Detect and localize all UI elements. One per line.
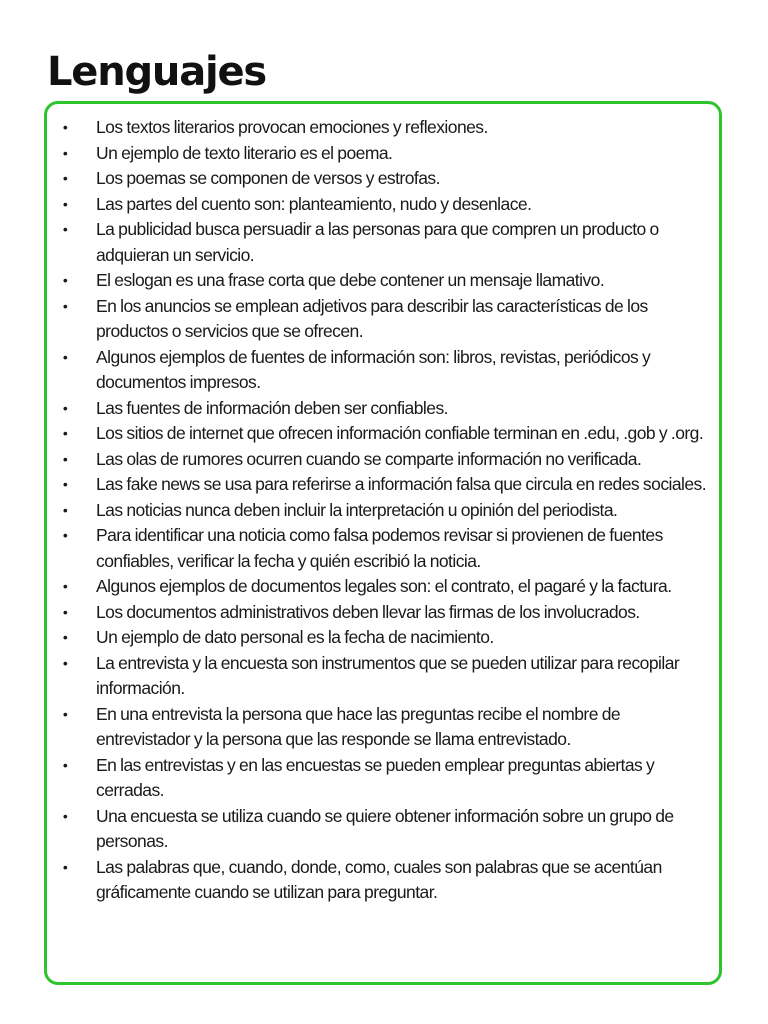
list-item (59, 345, 711, 396)
list-item-text: Una encuesta se utiliza cuando se quiere obtener información sobre un grupo de personas. (96, 805, 674, 851)
list-item (59, 217, 711, 268)
list-item (59, 625, 711, 651)
bullet-icon: • (62, 450, 68, 467)
list-item (59, 702, 711, 753)
list-item-text: El eslogan es una frase corta que debe contener un mensaje llamativo. (96, 270, 605, 290)
list-item (59, 600, 711, 626)
list-item (59, 804, 711, 855)
bullet-icon: • (62, 654, 68, 671)
bullet-icon: • (62, 858, 68, 875)
list-item (59, 396, 711, 422)
bullet-icon: • (62, 425, 68, 441)
list-item (59, 141, 711, 167)
list-item (59, 523, 711, 574)
list-item-text: Los textos literarios provocan emociones y reflexiones. (96, 117, 488, 137)
bullet-icon: • (62, 170, 68, 186)
bullet-icon: • (62, 476, 68, 492)
bullet-icon: • (62, 348, 68, 365)
list-item (59, 472, 711, 498)
list-item-text: Los documentos administrativos deben llevar las firmas de los involucrados. (96, 601, 640, 622)
list-item (59, 192, 711, 218)
list-item (59, 166, 711, 192)
bullet-icon: • (62, 807, 68, 824)
list-item-text: Los sitios de internet que ofrecen información confiable terminan en .edu, .gob y .org. (96, 423, 704, 443)
list-item-text: Un ejemplo de dato personal es la fecha de nacimiento. (96, 627, 494, 647)
bullet-icon: • (62, 603, 68, 620)
list-item (59, 753, 711, 804)
list-item (59, 294, 711, 345)
list-item-text: Para identificar una noticia como falsa podemos revisar si provienen de fuentes confiables, verificar la fecha y quién escribió la noticia. (96, 525, 663, 571)
bullet-icon: • (62, 578, 68, 594)
bullet-icon: • (62, 272, 68, 288)
list-item-text: Las noticias nunca deben incluir la interpretación u opinión del periodista. (96, 499, 618, 520)
bullet-icon: • (62, 399, 68, 416)
list-item (59, 574, 711, 600)
bullet-icon: • (62, 144, 68, 161)
list-item-text: En una entrevista la persona que hace las preguntas recibe el nombre de entrevistador y la persona que las responde se llama entrevistado. (96, 703, 621, 749)
list-item-text: Algunos ejemplos de documentos legales son: el contrato, el pagaré y la factura. (96, 576, 672, 596)
bullet-icon: • (62, 501, 68, 518)
bullet-icon: • (62, 119, 68, 135)
list-item-text: Un ejemplo de texto literario es el poema. (96, 142, 393, 163)
list-item-text: La entrevista y la encuesta son instrumentos que se pueden utilizar para recopilar información. (96, 652, 680, 698)
bullet-icon: • (62, 705, 68, 722)
list-item-text: Las fuentes de información deben ser confiables. (96, 397, 448, 418)
bullet-icon: • (62, 297, 68, 314)
list-item-text: Algunos ejemplos de fuentes de información son: libros, revistas, periódicos y documentos impresos. (96, 346, 651, 392)
bullet-list (59, 115, 711, 906)
bullet-icon: • (62, 527, 68, 543)
list-item-text: Las partes del cuento son: planteamiento, nudo y desenlace. (96, 193, 532, 214)
list-item (59, 447, 711, 473)
list-item (59, 855, 711, 906)
page-title: Lenguajes (47, 49, 267, 95)
list-item-text: Los poemas se componen de versos y estrofas. (96, 168, 440, 188)
bullet-icon: • (62, 756, 68, 773)
list-item-text: Las olas de rumores ocurren cuando se comparte información no verificada. (96, 448, 642, 469)
list-item-text: Las fake news se usa para referirse a información falsa que circula en redes sociales. (96, 474, 707, 494)
list-item (59, 421, 711, 447)
bullet-icon: • (62, 221, 68, 237)
list-item-text: La publicidad busca persuadir a las personas para que compren un producto o adquieran un servicio. (96, 219, 659, 265)
list-item (59, 651, 711, 702)
list-item-text: En los anuncios se emplean adjetivos para describir las características de los productos o servicios que se ofrecen. (96, 295, 648, 341)
list-item-text: Las palabras que, cuando, donde, como, cuales son palabras que se acentúan gráficamente cuando se utilizan para preguntar. (96, 856, 662, 902)
summary-box (44, 101, 722, 985)
bullet-icon: • (62, 629, 68, 645)
list-item (59, 268, 711, 294)
bullet-icon: • (62, 195, 68, 212)
list-item (59, 498, 711, 524)
list-item-text: En las entrevistas y en las encuestas se pueden emplear preguntas abiertas y cerradas. (96, 754, 655, 800)
list-item (59, 115, 711, 141)
